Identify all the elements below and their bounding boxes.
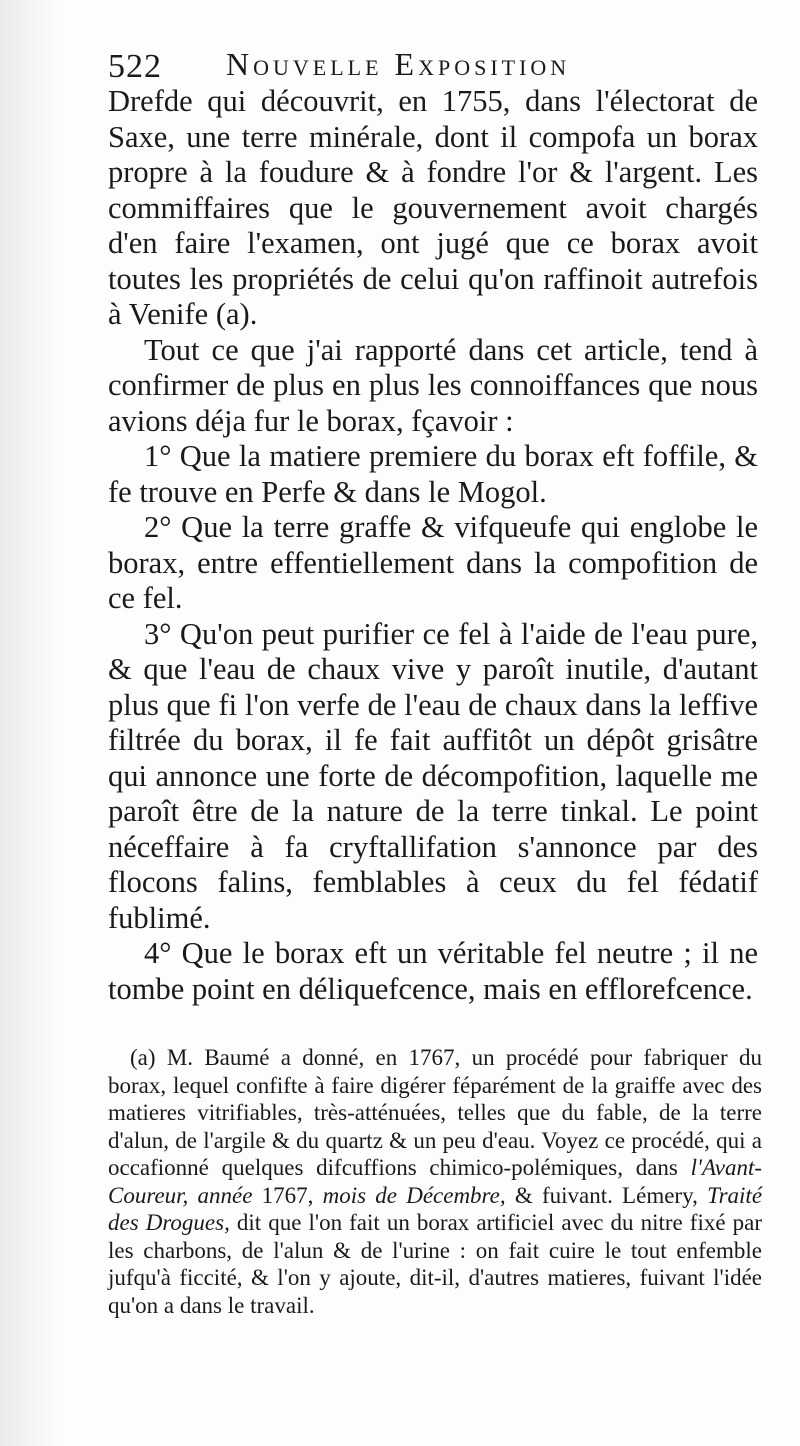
page-number: 522 <box>108 48 162 85</box>
footnote-part-4: dit que l'on fait un borax artificiel avec du nitre fixé par les charbons, de l'alun & de l'urine : on fait cuire le tout enfemble jufqu'à ficcité, & l'on y ajoute, dit-il, d'autres matieres, fuivant l'idée qu'on a dans le travail. <box>108 1210 762 1318</box>
footnote <box>108 1044 762 1319</box>
footnote-part-2: 1767, <box>261 1182 314 1208</box>
footnote-part-1: M. Baumé a donné, en 1767, un procédé pour fabriquer du borax, lequel confifte à faire digérer féparément de la graiffe avec des matieres vitrifiables, très-atténuées, telles que du fable, de la terre d'alun, de l'argile & du quartz & un peu d'eau. Voyez ce procédé, qui a occafionné quelques difcuffions chimico-polémiques, dans <box>108 1045 762 1180</box>
paragraph-summary: Tout ce que j'ai rapporté dans cet article, tend à confirmer de plus en plus les connoiffances que nous avions déja fur le borax, fçavoir : <box>108 332 758 438</box>
page-edge-shadow <box>0 0 60 1446</box>
paragraph-point-3: 3° Qu'on peut purifier ce fel à l'aide de l'eau pure, & que l'eau de chaux vive y paroît inutile, d'autant plus que fi l'on verfe de l'eau de chaux dans la leffive filtrée du borax, il fe fait auffitôt un dépôt grisâtre qui annonce une forte de décompofition, laquelle me paroît être de la nature de la terre tinkal. Le point néceffaire à fa cryftallifation s'annonce par des flocons falins, femblables à ceux du fel fédatif fublimé. <box>108 616 758 935</box>
paragraph-continuation: Drefde qui découvrit, en 1755, dans l'électorat de Saxe, une terre minérale, dont il compofa un borax propre à la foudure & à fondre l'or & l'argent. Les commiffaires que le gouvernement avoit chargés d'en faire l'examen, ont jugé que ce borax avoit toutes les propriétés de celui qu'on raffinoit autrefois à Venife (a). <box>108 84 758 331</box>
footnote-italic-2: mois de Décembre, <box>322 1182 506 1208</box>
running-title: Nouvelle Exposition <box>226 46 571 82</box>
paragraph-point-2: 2° Que la terre graffe & vifqueufe qui englobe le borax, entre effentiellement dans la compofition de ce fel. <box>108 510 758 615</box>
footnote-marker: (a) <box>130 1045 156 1070</box>
main-text <box>108 84 758 1007</box>
footnote-part-3: & fuivant. Lémery, <box>514 1182 698 1208</box>
footnote-text <box>108 1044 762 1319</box>
footnote-italic-1: l'Avant-Coureur, année <box>108 1155 762 1208</box>
paragraph-point-1: 1° Que la matiere premiere du borax eft foffile, & fe trouve en Perfe & dans le Mogol. <box>108 439 758 509</box>
paragraph-point-4: 4° Que le borax eft un véritable fel neutre ; il ne tombe point en déliquefcence, mais en efflorefcence. <box>108 936 758 1006</box>
footnote-italic-3: Traité des Drogues, <box>108 1182 763 1235</box>
page-header <box>108 44 668 88</box>
